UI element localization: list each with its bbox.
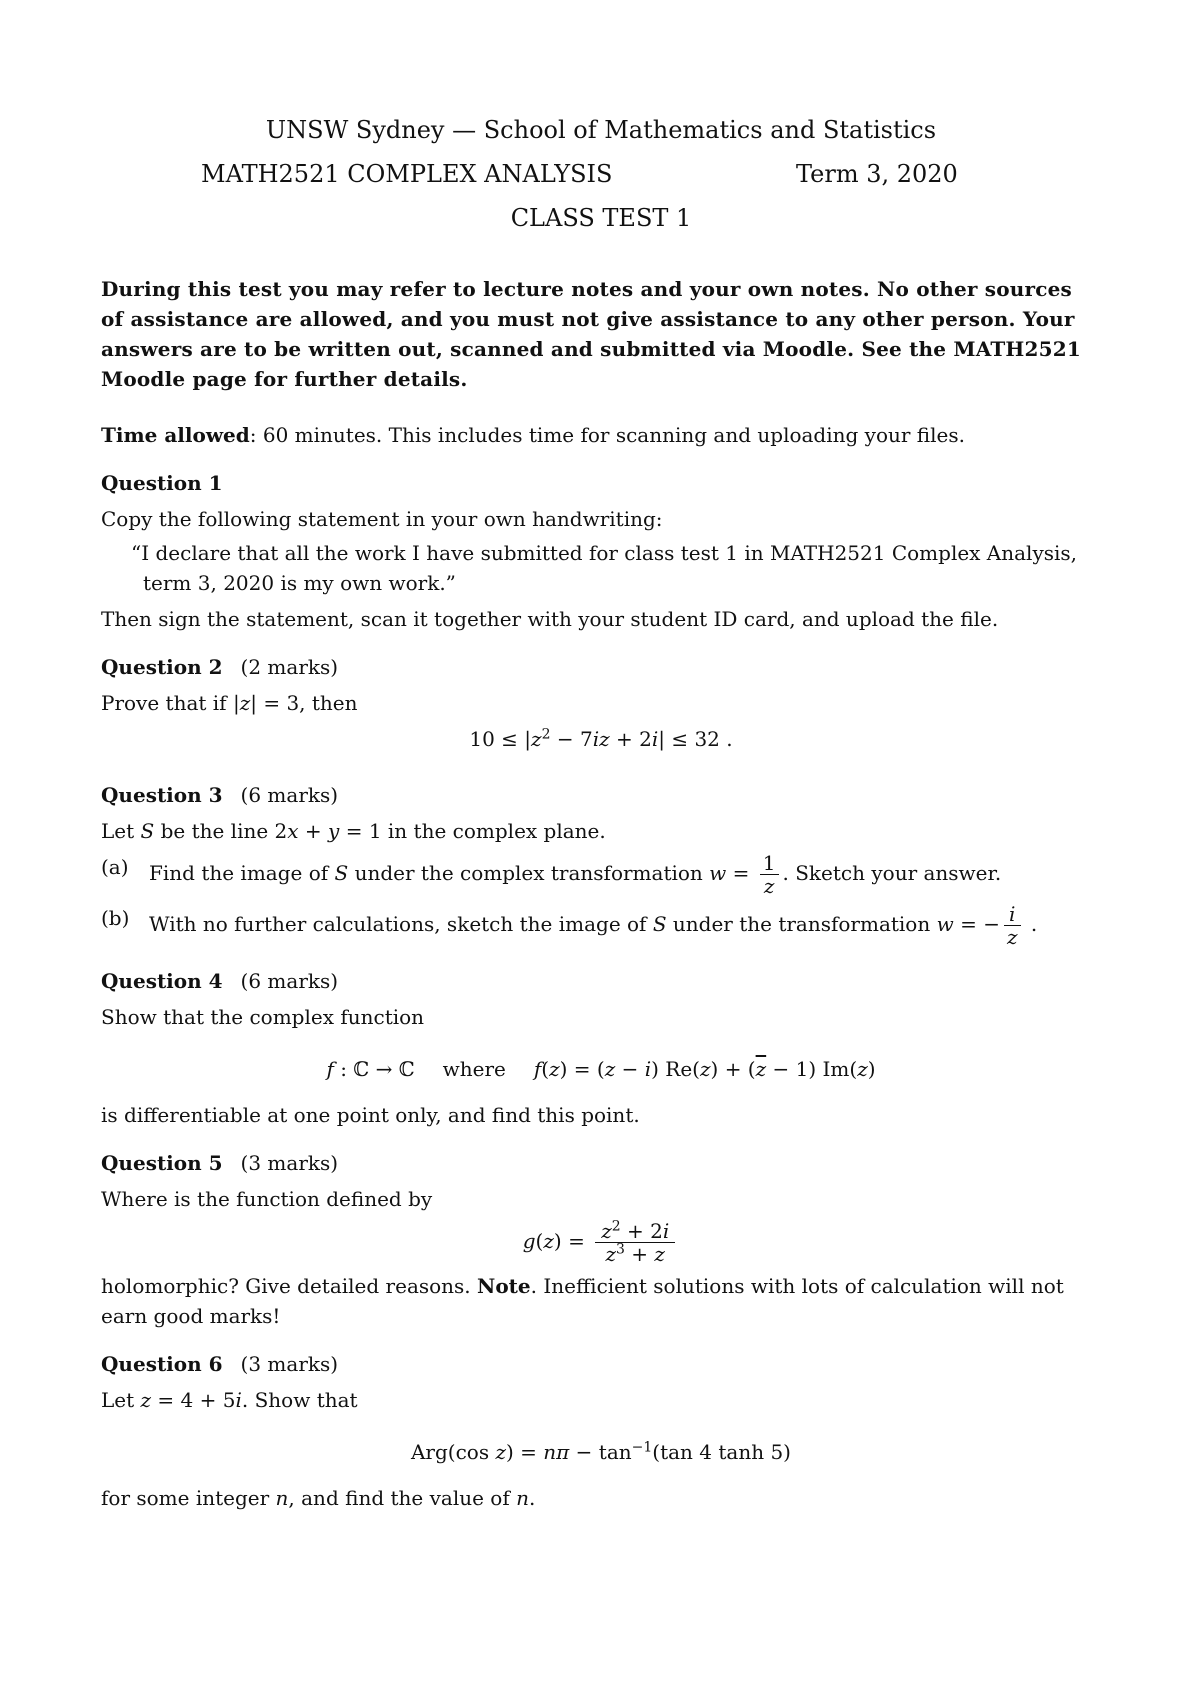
test-title: CLASS TEST 1 [510,204,692,232]
question-4-function-definition [101,1054,1101,1084]
text-run: ) Re( [651,1057,700,1081]
text-run: | ≤ 32 . [658,727,733,751]
text-run: ) = [506,1440,544,1464]
time-allowed [101,420,1101,450]
fraction-denominator: z [763,874,775,898]
math-var: z [604,1057,616,1081]
math-var: y [328,819,340,843]
fraction-denominator: z [1006,925,1018,949]
text-run: − [615,1057,645,1081]
text-run: : ℂ → ℂ [333,1057,415,1081]
course-title: MATH2521 COMPLEX ANALYSIS [201,160,613,188]
question-5-task [101,1271,1101,1331]
text-run: under the transformation [666,912,937,936]
question-6-task [101,1483,1101,1513]
math-var: iz [592,727,610,751]
text-run: . Sketch your answer. [782,861,1002,885]
question-1-instructions: Then sign the statement, scan it together with your student ID card, and upload the file. [101,607,999,631]
text-run: Arg(cos [410,1440,496,1464]
text-run: where [442,1057,506,1081]
text-run: be the line 2 [154,819,288,843]
question-1-intro: Copy the following statement in your own handwriting: [101,507,663,531]
text-run: holomorphic? Give detailed reasons. [101,1274,478,1298]
text-run: = − [953,912,1000,936]
text-run: + 2 [609,727,652,751]
math-var: f [326,1057,334,1081]
question-3-part-b [101,903,1101,948]
text-run: ) = ( [559,1057,605,1081]
question-5-marks: (3 marks) [240,1151,339,1175]
text-run: for some integer [101,1486,276,1510]
text-run: ) + ( [710,1057,756,1081]
fraction [760,852,779,897]
math-var: S [652,912,667,936]
question-2-heading [101,652,1101,682]
math-var: z [601,1219,612,1243]
question-5-function [101,1220,1101,1265]
text-run: , and find the value of [288,1486,517,1510]
exam-page [101,112,1101,1513]
course-line [101,156,1101,192]
time-allowed-label: Time allowed [101,423,250,447]
question-6-intro [101,1385,1101,1415]
math-var: x [287,819,299,843]
math-var: z [549,1057,560,1081]
part-label: (b) [101,906,130,930]
math-var: z [543,1229,554,1253]
text-run: | = 3, then [250,691,358,715]
question-6-equation [101,1437,1101,1467]
question-2-marks: (2 marks) [240,655,339,679]
text-run: . [1024,912,1038,936]
question-6-title: Question 6 [101,1352,223,1376]
question-3-heading [101,780,1101,810]
math-var: z [140,1388,152,1412]
text-run: + 2 [620,1219,663,1243]
question-5-intro: Where is the function defined by [101,1187,433,1211]
text-run: under the complex transformation [348,861,710,885]
question-3-part-a [101,852,1101,897]
math-var: n [275,1486,289,1510]
question-1-heading [101,468,1101,498]
text-run: 10 ≤ | [469,727,532,751]
text-run: Prove that if | [101,691,240,715]
question-5-title: Question 5 [101,1151,223,1175]
question-5-heading [101,1148,1101,1178]
text-run: . Inefficient solutions with lots of calculation will not earn good marks! [101,1274,1064,1328]
math-var: i [662,1219,670,1243]
question-6-marks: (3 marks) [240,1352,339,1376]
note-label: Note [477,1274,531,1298]
question-2-title: Question 2 [101,655,223,679]
math-var: i [235,1388,242,1412]
question-2-inequality [101,724,1101,754]
question-2-intro [101,688,1101,718]
text-run: Find the image of [149,861,335,885]
math-var: z [857,1057,868,1081]
fraction [595,1220,675,1265]
math-var: w [709,861,727,885]
fraction-numerator [595,1220,675,1243]
question-6-heading [101,1349,1101,1379]
time-allowed-text: : 60 minutes. This includes time for scanning and uploading your files. [249,423,966,447]
question-4-marks: (6 marks) [240,969,339,993]
question-1-title: Question 1 [101,471,223,495]
text-run: . [528,1486,536,1510]
math-var: z [605,1242,617,1266]
text-run: − tan [569,1440,632,1464]
math-var: z [239,691,251,715]
question-3-marks: (6 marks) [240,783,339,807]
superscript: 2 [611,1218,621,1235]
math-var: z [654,1242,665,1266]
text-run: − 1) Im( [766,1057,858,1081]
fraction-denominator [595,1243,675,1265]
math-var: z [699,1057,711,1081]
question-3-title: Question 3 [101,783,223,807]
text-run: ) = [553,1229,592,1253]
text-run: + [298,819,329,843]
text-run: + [624,1242,655,1266]
text-run: . Show that [241,1388,358,1412]
text-run: Let [101,1388,141,1412]
math-var: g [522,1229,536,1253]
math-var: S [140,819,155,843]
math-var: z [495,1440,507,1464]
question-4-task: is differentiable at one point only, and find this point. [101,1103,640,1127]
math-var: f [533,1057,542,1081]
instructions: During this test you may refer to lecture notes and your own notes. No other sources of assistance are allowed, and you must not give assistance to any other person. Your answers are to be written out, scanned and submitted via Moodle. See the MATH2521 Moodle page for further details. [101,277,1081,391]
math-var: z [531,727,542,751]
text-run: = 4 + 5 [151,1388,236,1412]
text-run: With no further calculations, sketch the image of [149,912,653,936]
university-line: UNSW Sydney — School of Mathematics and Statistics [265,116,937,144]
text-run: Let [101,819,141,843]
math-var: n [516,1486,529,1510]
part-label: (a) [101,855,129,879]
text-run: = 1 in the complex plane. [339,819,606,843]
math-var: S [334,861,349,885]
superscript: −1 [631,1439,653,1456]
superscript: 2 [541,726,551,743]
question-4-title: Question 4 [101,969,223,993]
question-1-quote: “I declare that all the work I have submitted for class test 1 in MATH2521 Complex Analysis, term 3, 2020 is my own work.” [131,541,1078,595]
fraction [1004,903,1021,948]
question-4-intro: Show that the complex function [101,1005,425,1029]
fraction-numerator: 1 [760,852,779,875]
math-var: nπ [543,1440,570,1464]
math-var-conjugate: $\overline{z}$ [755,1057,767,1081]
superscript: 3 [616,1241,625,1258]
fraction-numerator: i [1004,903,1021,926]
text-run: ( [535,1229,544,1253]
math-var: w [936,912,954,936]
math-var: i [651,727,659,751]
text-run: − 7 [550,727,593,751]
text-run: ( [541,1057,550,1081]
question-3-intro [101,816,1101,846]
term-label: Term 3, 2020 [796,160,958,188]
exam-header [101,112,1101,236]
text-run: (tan 4 tanh 5) [652,1440,791,1464]
text-run: ) [867,1057,876,1081]
text-run: = [726,861,756,885]
math-var: i [644,1057,652,1081]
question-4-heading [101,966,1101,996]
